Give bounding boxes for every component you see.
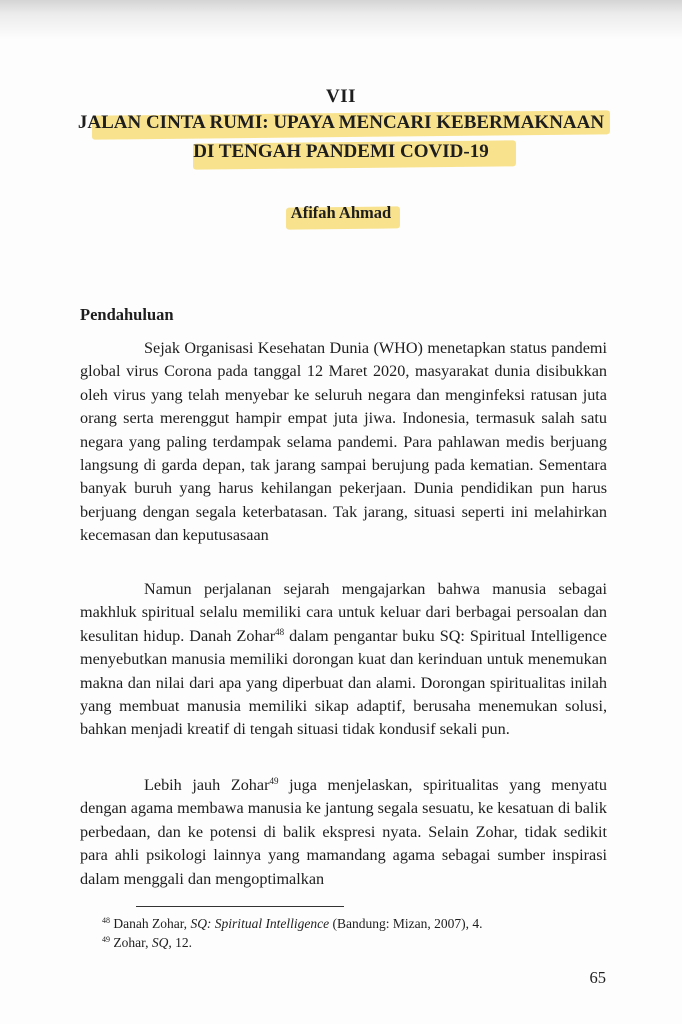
paragraph-2: [80, 578, 607, 742]
paragraph-3: [80, 774, 607, 891]
footnote-ref-49[interactable]: 49: [269, 776, 279, 786]
paragraph-3-text-a: Lebih jauh Zohar: [144, 776, 270, 794]
chapter-number: VII: [325, 86, 356, 107]
footnote-number: 49: [102, 935, 110, 944]
paragraph-1: Sejak Organisasi Kesehatan Dunia (WHO) menetapkan status pandemi global virus Corona pada tanggal 12 Maret 2020, masyarakat dunia disibukkan oleh virus yang telah menyebar ke seluruh negara dan menginfeksi ratusan juta orang serta merenggut hampir empat juta jiwa. Indonesia, termasuk salah satu negara yang paling terdampak selama pandemi. Para pahlawan medis berjuang langsung di garda depan, tak jarang sampai berujung pada kematian. Sementara banyak buruh yang harus kehilangan pekerjaan. Dunia pendidikan pun harus berjuang dengan segala keterbatasan. Tak jarang, situasi seperti ini melahirkan kecemasan dan keputusasaan: [80, 339, 607, 545]
section-heading: Pendahuluan: [80, 305, 174, 324]
footnote-divider: [136, 906, 344, 907]
footnote-page: 12.: [171, 935, 192, 950]
chapter-title-text-1: JALAN CINTA RUMI: UPAYA MENCARI KEBERMAKNAAN: [77, 112, 605, 133]
paragraph-3-text-b: juga menjelaskan, spiritualitas yang menyatu dengan agama membawa manusia ke jantung segala sesuatu, ke kesatuan di balik perbedaan, dan ke potensi di balik ekspresi nyata. Selain Zohar, tidak sedikit para ahli psikologi lainnya yang mamandang agama sebagai sumber inspirasi dalam menggali dan mengoptimalkan: [80, 776, 607, 888]
footnote-book-title: SQ,: [151, 935, 172, 950]
chapter-title-line-2: [0, 141, 682, 163]
footnote-author: Zohar,: [110, 935, 152, 950]
footnote-author: Danah Zohar,: [110, 916, 191, 931]
chapter-title-line-1: [0, 112, 682, 134]
chapter-title-text-2: DI TENGAH PANDEMI COVID-19: [193, 141, 489, 162]
footnote-48: [102, 915, 483, 933]
page-number: 65: [589, 968, 606, 987]
footnote-ref-48[interactable]: 48: [275, 626, 285, 637]
footnote-49: [102, 934, 192, 952]
footnote-book-title: SQ: Spiritual Intelligence: [190, 916, 330, 931]
paragraph-2-text-b: dalam pengantar buku SQ: Spiritual Intelligence menyebutkan manusia memiliki dorongan kuat dan kerinduan untuk menemukan makna dan nilai dari apa yang diperbuat dan alami. Dorongan spiritualitas inilah yang membuat manusia memiliki sikap adaptif, berusaha menemukan solusi, bahkan menjadi kreatif di tengah situasi tidak kondusif sekali pun.: [80, 626, 607, 739]
author-name: Afifah Ahmad: [290, 203, 392, 222]
footnote-number: 48: [102, 916, 110, 925]
footnote-publication: (Bandung: Mizan, 2007), 4.: [329, 916, 483, 931]
paragraph-2-text-a: Namun perjalanan sejarah mengajarkan bahwa manusia sebagai makhluk spiritual selalu memiliki cara untuk keluar dari berbagai persoalan dan kesulitan hidup. Danah Zohar: [80, 580, 607, 645]
author-line: [0, 203, 682, 223]
